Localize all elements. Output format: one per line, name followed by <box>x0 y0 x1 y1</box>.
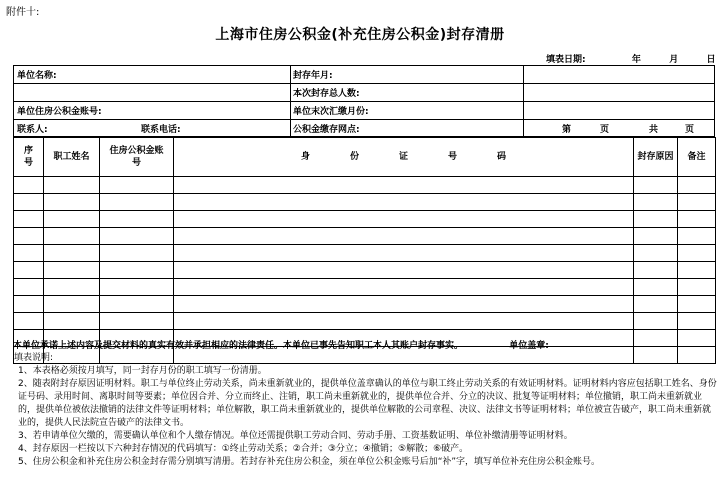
unit-name-label: 单位名称: <box>17 71 57 81</box>
table-cell[interactable] <box>100 262 174 279</box>
table-cell[interactable] <box>44 279 100 296</box>
attachment-label: 附件十: <box>6 7 40 18</box>
table-cell[interactable] <box>100 296 174 313</box>
table-cell[interactable] <box>14 262 44 279</box>
table-cell[interactable] <box>678 228 716 245</box>
instruction-item: 2、随表附封存原因证明材料。职工与单位终止劳动关系，尚未重新就业的，提供单位盖章确认的单位与职工终止劳动关系的有效证明材料。证明材料内容应包括职工姓名、身份证号码、录用时间、离职时间等要素；单位因合并、分立而终止、注销，职工尚未重新就业的，提供单位合并、分立的决议、批复等证明材料；单位撤销，职工尚未重新就业的，提供单位被依法撤销的法律文件等证明材料；单位解散，职工尚未重新就业的，提供单位解散的公司章程、决议、法律文书等证明材料；单位被宣告破产，职工尚未重新就业的，提供人民法院宣告破产的法律文书。 <box>18 379 717 428</box>
table-cell[interactable] <box>678 262 716 279</box>
table-cell[interactable] <box>14 279 44 296</box>
total-people-label: 本次封存总人数: <box>293 89 360 99</box>
table-cell[interactable] <box>44 262 100 279</box>
page-no-label: 第 <box>562 124 572 135</box>
table-cell[interactable] <box>44 194 100 211</box>
table-cell[interactable] <box>14 313 44 330</box>
table-row <box>14 262 716 279</box>
table-row <box>14 211 716 228</box>
instruction-item: 3、若申请单位欠缴的，需要确认单位和个人缴存情况。单位还需提供职工劳动合同、劳动手册、工资基数证明、单位补缴清册等证明材料。 <box>18 431 573 441</box>
col-reason: 封存原因 <box>634 138 678 177</box>
table-cell[interactable] <box>634 330 678 347</box>
table-cell[interactable] <box>634 296 678 313</box>
total-pages-unit-label: 页 <box>685 124 695 135</box>
unit-seal-label: 单位盖章: <box>509 341 549 351</box>
fill-date-day: 日 <box>706 55 716 65</box>
fill-date-month: 月 <box>669 55 679 65</box>
col-seq: 序号 <box>14 138 44 177</box>
fill-date <box>546 52 716 65</box>
contact-label: 联系人: <box>17 124 48 135</box>
fill-date-year: 年 <box>631 55 641 65</box>
pledge-line <box>13 338 549 351</box>
table-cell[interactable] <box>174 296 634 313</box>
table-row <box>14 228 716 245</box>
table-cell[interactable] <box>14 177 44 194</box>
instructions <box>14 352 718 469</box>
table-row <box>14 194 716 211</box>
id-char: 号 <box>448 152 458 162</box>
table-cell[interactable] <box>678 194 716 211</box>
form-title: 上海市住房公积金(补充住房公积金)封存清册 <box>215 27 505 43</box>
table-cell[interactable] <box>634 245 678 262</box>
table-cell[interactable] <box>174 211 634 228</box>
table-cell[interactable] <box>634 211 678 228</box>
table-cell[interactable] <box>100 313 174 330</box>
header-row-4 <box>13 119 715 137</box>
col-account: 住房公积金账号 <box>100 138 174 177</box>
table-row <box>14 296 716 313</box>
seal-month-label: 封存年月: <box>293 71 333 81</box>
table-cell[interactable] <box>14 245 44 262</box>
col-id-number <box>174 138 634 177</box>
table-cell[interactable] <box>174 262 634 279</box>
table-cell[interactable] <box>44 211 100 228</box>
id-char: 码 <box>497 152 507 162</box>
table-cell[interactable] <box>174 177 634 194</box>
table-cell[interactable] <box>678 279 716 296</box>
header-row-1 <box>13 65 715 83</box>
table-cell[interactable] <box>100 177 174 194</box>
instruction-item: 1、本表格必须按月填写，同一封存月份的职工填写一份清册。 <box>18 366 267 376</box>
table-cell[interactable] <box>14 228 44 245</box>
table-cell[interactable] <box>678 245 716 262</box>
table-cell[interactable] <box>678 313 716 330</box>
table-cell[interactable] <box>14 296 44 313</box>
table-cell[interactable] <box>174 194 634 211</box>
table-cell[interactable] <box>100 228 174 245</box>
table-row <box>14 177 716 194</box>
header-block <box>13 65 715 137</box>
table-row <box>14 313 716 330</box>
table-cell[interactable] <box>44 313 100 330</box>
table-cell[interactable] <box>44 228 100 245</box>
fill-date-label: 填表日期: <box>546 55 586 65</box>
id-char: 证 <box>398 152 408 162</box>
table-cell[interactable] <box>44 245 100 262</box>
table-cell[interactable] <box>634 262 678 279</box>
header-row-2 <box>13 83 715 101</box>
table-cell[interactable] <box>634 194 678 211</box>
table-cell[interactable] <box>678 211 716 228</box>
employee-table <box>13 137 716 364</box>
table-cell[interactable] <box>100 279 174 296</box>
phone-label: 联系电话: <box>141 124 181 135</box>
instructions-heading: 填表说明: <box>14 353 54 363</box>
table-cell[interactable] <box>634 177 678 194</box>
last-pay-month-label: 单位末次汇缴月份: <box>293 107 369 117</box>
pledge-text: 本单位承诺上述内容及提交材料的真实有效并承担相应的法律责任。本单位已事先告知职工本人其账户封存事实。 <box>13 341 464 351</box>
table-cell[interactable] <box>100 194 174 211</box>
header-row-3 <box>13 101 715 119</box>
table-cell[interactable] <box>174 245 634 262</box>
table-cell[interactable] <box>174 279 634 296</box>
id-char: 身 <box>300 152 310 162</box>
table-cell[interactable] <box>678 296 716 313</box>
id-char: 份 <box>349 152 359 162</box>
col-name: 职工姓名 <box>44 138 100 177</box>
table-cell[interactable] <box>44 296 100 313</box>
table-cell[interactable] <box>174 228 634 245</box>
table-cell[interactable] <box>678 330 716 347</box>
table-cell[interactable] <box>634 313 678 330</box>
branch-label: 公积金缴存网点: <box>293 124 360 135</box>
table-cell[interactable] <box>634 279 678 296</box>
total-pages-label: 共 <box>649 124 659 135</box>
instruction-item: 4、封存原因一栏按以下六种封存情况的代码填写：①终止劳动关系；②合并；③分立；④撤销；⑤解散；⑥破产。 <box>18 444 469 454</box>
col-remark: 备注 <box>678 138 716 177</box>
table-row <box>14 245 716 262</box>
page-unit-label: 页 <box>600 124 610 135</box>
table-cell[interactable] <box>634 228 678 245</box>
instruction-item: 5、住房公积金和补充住房公积金封存需分别填写清册。若封存补充住房公积金，须在单位公积金账号后加“补”字，填写单位补充住房公积金账号。 <box>18 457 601 467</box>
table-header-row <box>14 138 716 177</box>
table-cell[interactable] <box>174 313 634 330</box>
account-no-label: 单位住房公积金账号: <box>17 107 102 117</box>
table-cell[interactable] <box>14 194 44 211</box>
table-cell[interactable] <box>100 245 174 262</box>
table-cell[interactable] <box>678 177 716 194</box>
table-cell[interactable] <box>44 177 100 194</box>
table-cell[interactable] <box>14 211 44 228</box>
table-cell[interactable] <box>100 211 174 228</box>
table-row <box>14 279 716 296</box>
